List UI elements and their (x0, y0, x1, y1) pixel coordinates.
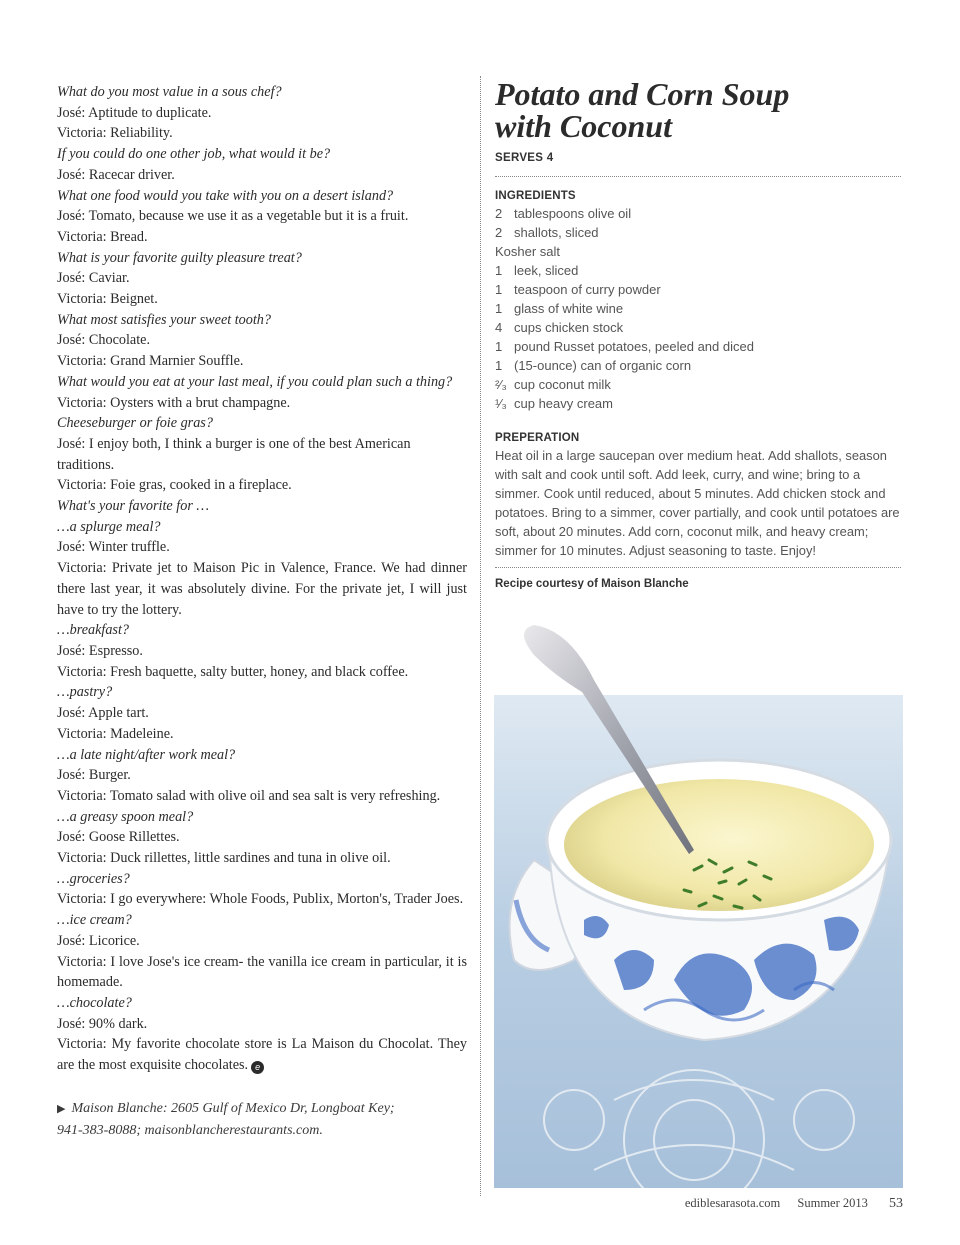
address-line-2: 941-383-8088; maisonblancherestaurants.com. (57, 1122, 323, 1138)
dotted-rule (495, 567, 901, 568)
interview-answer (57, 641, 467, 662)
interview-text: Victoria: My favorite chocolate store is La Maison du Chocolat. They are the most exquisite chocolates. (57, 1036, 467, 1074)
interview-text: …chocolate? (57, 994, 132, 1011)
interview-text: If you could do one other job, what would it be? (57, 146, 331, 163)
interview-text: José: Goose Rillettes. (57, 829, 180, 846)
interview-question (57, 144, 467, 165)
interview-answer (57, 889, 467, 910)
interview-text: Victoria: Tomato salad with olive oil and sea salt is very refreshing. (57, 787, 441, 804)
interview-answer (57, 724, 467, 745)
ingredient-name: shallots, sliced (514, 225, 599, 240)
preparation-heading: PREPERATION (495, 432, 580, 444)
interview-text: What one food would you take with you on a desert island? (57, 187, 394, 204)
interview-answer (57, 931, 467, 952)
ingredient-item (495, 318, 901, 337)
column-divider (480, 76, 481, 1196)
ingredient-item (495, 280, 901, 299)
interview-answer (57, 393, 467, 414)
interview-question (57, 413, 467, 434)
ingredient-name: Kosher salt (495, 244, 561, 259)
recipe-title: Potato and Corn Soup with Coconut (495, 76, 790, 144)
interview-question (57, 248, 467, 269)
preparation-text: Heat oil in a large saucepan over medium heat. Add shallots, season with salt and cook until soft. Add leek, curry, and wine; bring to a simmer. Cook until reduced, about 5 minutes. Add chicken stock and potatoes. Bring to a simmer, cover partially, and cook until potatoes are soft, about 20 minutes. Add corn, coconut milk, and heavy cream; simmer for 10 minutes. Adjust seasoning to taste. Enjoy! (495, 448, 900, 559)
interview-answer (57, 330, 467, 351)
ingredient-item (495, 356, 901, 375)
ingredient-item (495, 299, 901, 318)
ingredient-item (495, 394, 901, 413)
interview-question (57, 869, 467, 890)
ingredient-name: cups chicken stock (514, 320, 624, 335)
page-number: 53 (889, 1196, 903, 1211)
interview-text: Victoria: Duck rillettes, little sardines and tuna in olive oil. (57, 850, 391, 867)
interview-answer (57, 434, 467, 475)
interview-text: What do you most value in a sous chef? (57, 84, 282, 100)
ingredient-qty: 1 (495, 358, 503, 373)
interview-answer (57, 558, 467, 620)
interview-text: …ice cream? (57, 912, 132, 929)
interview-question (57, 745, 467, 766)
interview-text: José: Caviar. (57, 270, 130, 287)
interview-text: …pastry? (57, 684, 113, 701)
interview-answer (57, 227, 467, 248)
ingredient-qty: ²⁄₃ (495, 377, 507, 392)
interview-text: José: I enjoy both, I think a burger is one of the best American traditions. (57, 435, 411, 473)
interview-text: …breakfast? (57, 622, 129, 639)
ingredient-name: teaspoon of curry powder (514, 282, 661, 297)
interview-question (57, 910, 467, 931)
interview-answer (57, 662, 467, 683)
interview-text: Victoria: Private jet to Maison Pic in Valence, France. We had dinner there last year, it was absolutely divine. For the private jet, I will just have to try the lottery. (57, 560, 467, 618)
ingredient-qty: 1 (495, 301, 503, 316)
interview-text: José: Tomato, because we use it as a vegetable but it is a fruit. (57, 208, 409, 225)
ingredients-list (495, 204, 901, 413)
soup-photo (494, 600, 903, 1188)
interview-text: Victoria: Grand Marnier Souffle. (57, 353, 244, 370)
ingredient-qty: 1 (495, 282, 503, 297)
interview-answer (57, 123, 467, 144)
ingredient-qty: 2 (495, 206, 503, 221)
interview-text: Cheeseburger or foie gras? (57, 415, 213, 432)
ingredient-qty: ¹⁄₃ (495, 396, 507, 411)
ingredient-qty: 4 (495, 320, 503, 335)
interview-answer (57, 952, 467, 993)
interview-text: …a splurge meal? (57, 518, 161, 535)
interview-text: José: Racecar driver. (57, 166, 175, 183)
interview-text: Victoria: Beignet. (57, 291, 158, 308)
soup (564, 779, 874, 911)
ingredient-item (495, 261, 901, 280)
interview-question (57, 310, 467, 331)
interview-text: José: Espresso. (57, 642, 143, 659)
dotted-rule (495, 176, 901, 177)
interview-text: What would you eat at your last meal, if you could plan such a thing? (57, 373, 453, 390)
interview-text: …groceries? (57, 870, 130, 887)
interview-question (57, 620, 467, 641)
ingredient-name: tablespoons olive oil (514, 206, 632, 221)
soup-bowl-illustration (494, 600, 903, 1188)
interview-answer (57, 475, 467, 496)
interview-question (57, 517, 467, 538)
recipe-credit: Recipe courtesy of Maison Blanche (495, 577, 689, 589)
ingredient-name: glass of white wine (514, 301, 624, 316)
interview-text: José: Chocolate. (57, 332, 150, 349)
ingredient-item (495, 242, 901, 261)
interview-column (57, 82, 467, 1141)
interview-text: Victoria: Madeleine. (57, 725, 174, 742)
interview-text: José: 90% dark. (57, 1015, 148, 1032)
page-footer (671, 1196, 903, 1212)
interview-question (57, 496, 467, 517)
interview-question (57, 372, 467, 393)
ingredient-name: pound Russet potatoes, peeled and diced (514, 339, 754, 354)
interview-text: José: Licorice. (57, 932, 140, 949)
interview-text: Victoria: Fresh baquette, salty butter, honey, and black coffee. (57, 663, 409, 680)
ingredient-item (495, 204, 901, 223)
ingredient-name: (15-ounce) can of organic corn (514, 358, 692, 373)
ingredient-qty: 2 (495, 225, 503, 240)
ingredient-item (495, 337, 901, 356)
arrow-icon: ▶ (57, 1102, 66, 1115)
ingredient-item (495, 375, 901, 394)
interview-question (57, 807, 467, 828)
recipe-column (495, 78, 901, 589)
interview-text: José: Winter truffle. (57, 539, 170, 556)
ingredient-name: cup coconut milk (514, 377, 611, 392)
interview-text: …a late night/after work meal? (57, 746, 236, 763)
ingredient-qty: 1 (495, 263, 503, 278)
recipe-serves: SERVES 4 (495, 152, 554, 164)
ingredients-heading: INGREDIENTS (495, 190, 576, 202)
interview-question (57, 682, 467, 703)
address-line-1: Maison Blanche: 2605 Gulf of Mexico Dr, Longboat Key; (71, 1100, 395, 1116)
interview-answer (57, 289, 467, 310)
interview-answer (57, 165, 467, 186)
interview-text: Victoria: Bread. (57, 228, 148, 245)
interview-answer (57, 351, 467, 372)
ingredient-name: cup heavy cream (514, 396, 613, 411)
interview-question (57, 186, 467, 207)
interview-text: Victoria: I go everywhere: Whole Foods, Publix, Morton's, Trader Joes. (57, 891, 464, 908)
ingredient-name: leek, sliced (514, 263, 579, 278)
interview-answer (57, 1014, 467, 1035)
footer-site: ediblesarasota.com (684, 1196, 781, 1210)
ingredient-item (495, 223, 901, 242)
interview-answer (57, 206, 467, 227)
interview-answer (57, 827, 467, 848)
interview-text: Victoria: Foie gras, cooked in a fireplace. (57, 477, 292, 494)
interview-text: What most satisfies your sweet tooth? (57, 311, 271, 328)
interview-text: José: Aptitude to duplicate. (57, 104, 212, 121)
interview-answer (57, 537, 467, 558)
interview-text: José: Burger. (57, 767, 131, 784)
ingredient-qty: 1 (495, 339, 503, 354)
interview-text: Victoria: Oysters with a brut champagne. (57, 394, 291, 411)
end-mark-icon: e (251, 1061, 264, 1074)
interview-text: …a greasy spoon meal? (57, 808, 194, 825)
restaurant-address (57, 1098, 467, 1141)
interview-answer (57, 786, 467, 807)
interview-text: Victoria: I love Jose's ice cream- the vanilla ice cream in particular, it is homemade. (57, 953, 467, 991)
interview-answer (57, 103, 467, 124)
interview-text: Victoria: Reliability. (57, 125, 173, 142)
interview-text: José: Apple tart. (57, 705, 149, 722)
interview-answer (57, 703, 467, 724)
footer-issue: Summer 2013 (797, 1196, 868, 1210)
interview-answer (57, 848, 467, 869)
interview-answer (57, 268, 467, 289)
interview-text: What's your favorite for … (57, 498, 209, 515)
interview-text: What is your favorite guilty pleasure treat? (57, 249, 302, 266)
interview-question (57, 993, 467, 1014)
interview-answer (57, 765, 467, 786)
interview-list (57, 82, 467, 1076)
interview-answer (57, 1034, 467, 1075)
interview-question (57, 82, 467, 103)
